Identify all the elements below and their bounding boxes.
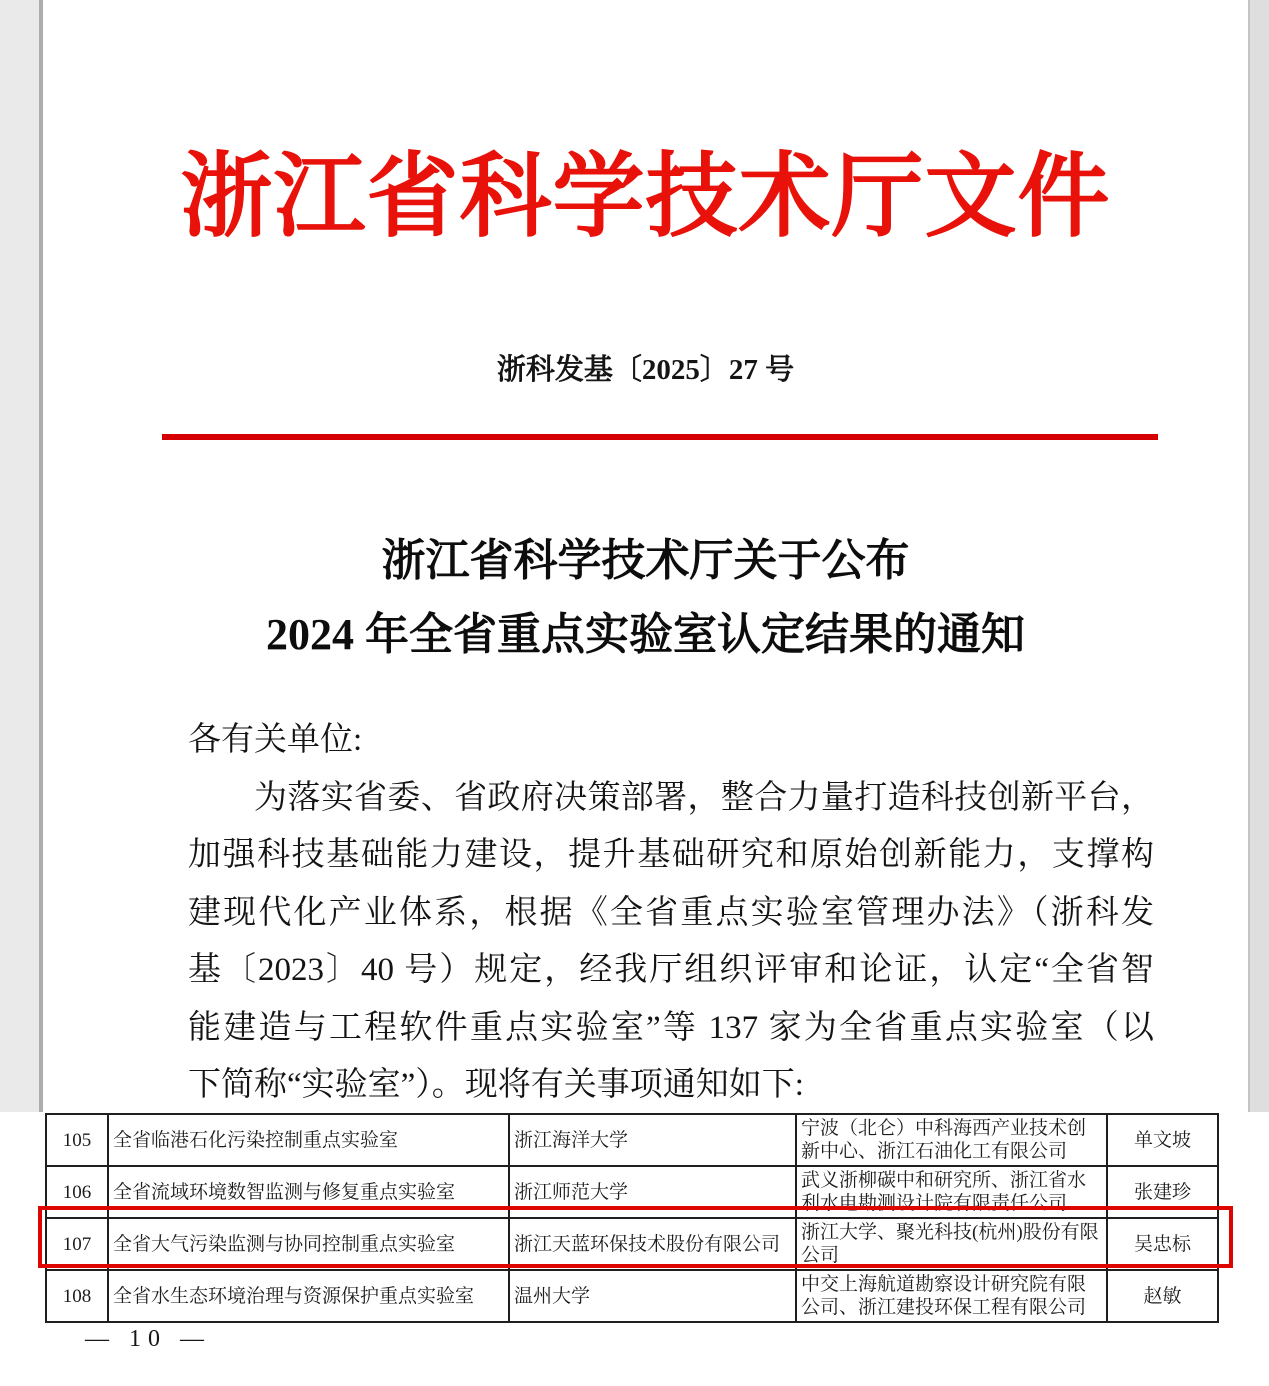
page-margin-right: [1248, 0, 1269, 1112]
table-row: [46, 1114, 1218, 1166]
cell-partners: 中交上海航道勘察设计研究院有限公司、浙江建投环保工程有限公司: [796, 1270, 1107, 1322]
cell-lab-name: 全省水生态环境治理与资源保护重点实验室: [108, 1270, 509, 1322]
cell-lab-name: 全省临港石化污染控制重点实验室: [108, 1114, 509, 1166]
body-line: 建现代化产业体系，根据《全省重点实验室管理办法》（浙科发: [188, 894, 1154, 931]
cell-director: 吴忠标: [1107, 1218, 1218, 1270]
cell-row-number: 105: [46, 1114, 108, 1166]
document-header-title: 浙江省科学技术厅文件: [180, 146, 1111, 248]
notice-title-line2: 2024 年全省重点实验室认定结果的通知: [266, 610, 1025, 659]
cell-director: 张建珍: [1107, 1166, 1218, 1218]
cell-lab-name: 全省流域环境数智监测与修复重点实验室: [108, 1166, 509, 1218]
cell-institution: 浙江海洋大学: [509, 1114, 796, 1166]
cell-partners: 武义浙柳碳中和研究所、浙江省水利水电勘测设计院有限责任公司: [796, 1166, 1107, 1218]
page-number: — 10 —: [85, 1326, 211, 1352]
salutation: 各有关单位:: [188, 722, 363, 758]
body-line: 加强科技基础能力建设，提升基础研究和原始创新能力，支撑构: [188, 837, 1154, 873]
notice-title: [43, 524, 1248, 672]
notice-title-line1: 浙江省科学技术厅关于公布: [381, 536, 910, 585]
body-line: 基〔2023〕40 号）规定，经我厅组织评审和论证，认定“全省智: [188, 952, 1154, 988]
cell-row-number: 107: [46, 1218, 108, 1270]
red-highlight-box: [38, 1206, 1233, 1268]
body-line: 能建造与工程软件重点实验室”等 137 家为全省重点实验室（以: [188, 1009, 1154, 1046]
cell-partners: 宁波（北仑）中科海西产业技术创新中心、浙江石油化工有限公司: [796, 1114, 1107, 1166]
red-separator-line: [162, 434, 1158, 440]
page-margin-left: [0, 0, 43, 1112]
body-line: 为落实省委、省政府决策部署，整合力量打造科技创新平台，: [254, 779, 1154, 816]
cell-partners: 浙江大学、聚光科技(杭州)股份有限公司: [796, 1218, 1107, 1270]
cell-director: 赵敏: [1107, 1270, 1218, 1322]
document-number: 浙科发基〔2025〕27 号: [496, 354, 795, 386]
body-text: [188, 712, 1154, 1115]
cell-row-number: 108: [46, 1270, 108, 1322]
cell-row-number: 106: [46, 1166, 108, 1218]
cell-director: 单文坡: [1107, 1114, 1218, 1166]
cell-institution: 温州大学: [509, 1270, 796, 1322]
body-line: 下简称“实验室”）。现将有关事项通知如下:: [188, 1067, 804, 1103]
cell-institution: 浙江师范大学: [509, 1166, 796, 1218]
cell-institution: 浙江天蓝环保技术股份有限公司: [509, 1218, 796, 1270]
table-row: [46, 1270, 1218, 1322]
cell-lab-name: 全省大气污染监测与协同控制重点实验室: [108, 1218, 509, 1270]
